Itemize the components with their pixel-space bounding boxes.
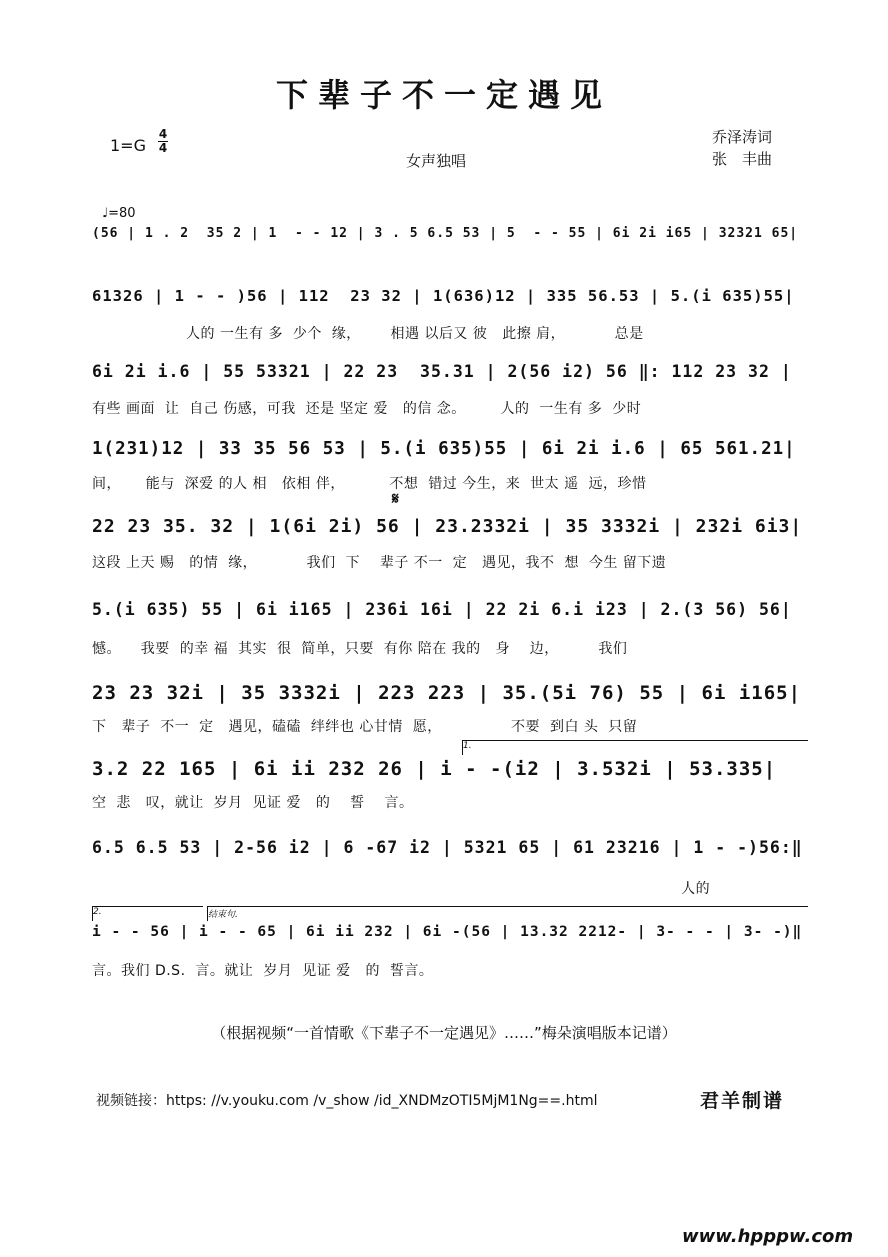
time-signature (158, 128, 168, 155)
lyric-line: 人的 一生有 多 少个 缘， 相遇 以后又 彼 此擦 肩， 总是 (92, 326, 644, 342)
notation-line: (56 | 1 . 2 35 2 | 1 - - 12 | 3 . 5 6.5 53 | 5 - - 55 | 6i 2i i65 | 32321 65| (92, 226, 799, 241)
second-ending-bracket: 2. (92, 906, 203, 921)
video-link[interactable]: 视频链接：https: //v.youku.com /v_show /id_XNDMzOTI5MjM1Ng==.html (96, 1093, 598, 1109)
lyric-line: 这段 上天 赐 的情 缘， 我们 下 辈子 不一 定 遇见，我不 想 今生 留下遗 (92, 555, 667, 571)
lyric-line: 憾。 我要 的幸 福 其实 很 简单，只要 有你 陪在 我的 身 边， 我们 (92, 641, 628, 657)
lyric-line: 下 辈子 不一 定 遇见，磕磕 绊绊也 心甘情 愿， 不要 到白 头 只留 (92, 719, 638, 735)
lyric-line: 空 悲 叹，就让 岁月 见证 爱 的 誓 言。 (92, 795, 414, 811)
key-signature: 1=G (110, 136, 146, 155)
tempo-marking: ♩=80 (102, 206, 136, 221)
transcriber-brand: 君羊制谱 (700, 1090, 785, 1112)
transcription-source-note: （根据视频“一首情歌《下辈子不一定遇见》……”梅朵演唱版本记谱） (211, 1024, 677, 1042)
notation-line: 6i 2i i.6 | 55 53321 | 22 23 35.31 | 2(56 i2) 56 ‖: 112 23 32 | (92, 362, 792, 381)
time-signature-top: 4 (158, 127, 168, 141)
composer-credit: 张 丰曲 (712, 150, 773, 168)
lyric-line: 有些 画面 让 自己 伤感，可我 还是 坚定 爱 的信 念。 人的 一生有 多 少时 (92, 401, 642, 417)
notation-line: i - - 56 | i - - 65 | 6i ii 232 | 6i -(56 | 13.32 2212- | 3- - - | 3- -)‖ (92, 924, 803, 940)
time-signature-bottom: 4 (158, 141, 168, 155)
lyric-line: 言。我们 D.S. 言。就让 岁月 见证 爱 的 誓言。 (92, 963, 434, 979)
notation-line: 6.5 6.5 53 | 2-56 i2 | 6 -67 i2 | 5321 65 | 61 23216 | 1 - -)56:‖ (92, 838, 803, 857)
notation-line: 22 23 35. 32 | 1(6i 2i) 56 | 23.2332i | 35 3332i | 232i 6i3| (92, 516, 803, 537)
lyric-line: 间， 能与 深爱 的人 相 依相 伴， 不想 错过 今生，来 世太 遥 远，珍惜 (92, 476, 647, 492)
notation-line: 23 23 32i | 35 3332i | 223 223 | 35.(5i 76) 55 | 6i i165| (92, 682, 802, 704)
voice-type: 女声独唱 (406, 152, 467, 170)
notation-line: 61326 | 1 - - )56 | 112 23 32 | 1(636)12 | 335 56.53 | 5.(i 635)55| (92, 287, 795, 305)
notation-line: 1(231)12 | 33 35 56 53 | 5.(i 635)55 | 6i 2i i.6 | 65 561.21| (92, 439, 796, 459)
lyricist-credit: 乔泽涛词 (712, 128, 773, 146)
segno-sign: 𝄋 (392, 489, 399, 508)
site-watermark: www.hpppw.com (682, 1226, 854, 1247)
closing-phrase-bracket: 结束句. (207, 906, 808, 921)
lyric-line: 人的 (92, 881, 711, 897)
first-ending-bracket: 1. (462, 740, 808, 755)
notation-line: 3.2 22 165 | 6i ii 232 26 | i - -(i2 | 3.532i | 53.335| (92, 758, 777, 780)
song-title: 下辈子不一定遇见 (275, 76, 612, 114)
notation-line: 5.(i 635) 55 | 6i i165 | 236i 16i | 22 2i 6.i i23 | 2.(3 56) 56| (92, 600, 792, 619)
